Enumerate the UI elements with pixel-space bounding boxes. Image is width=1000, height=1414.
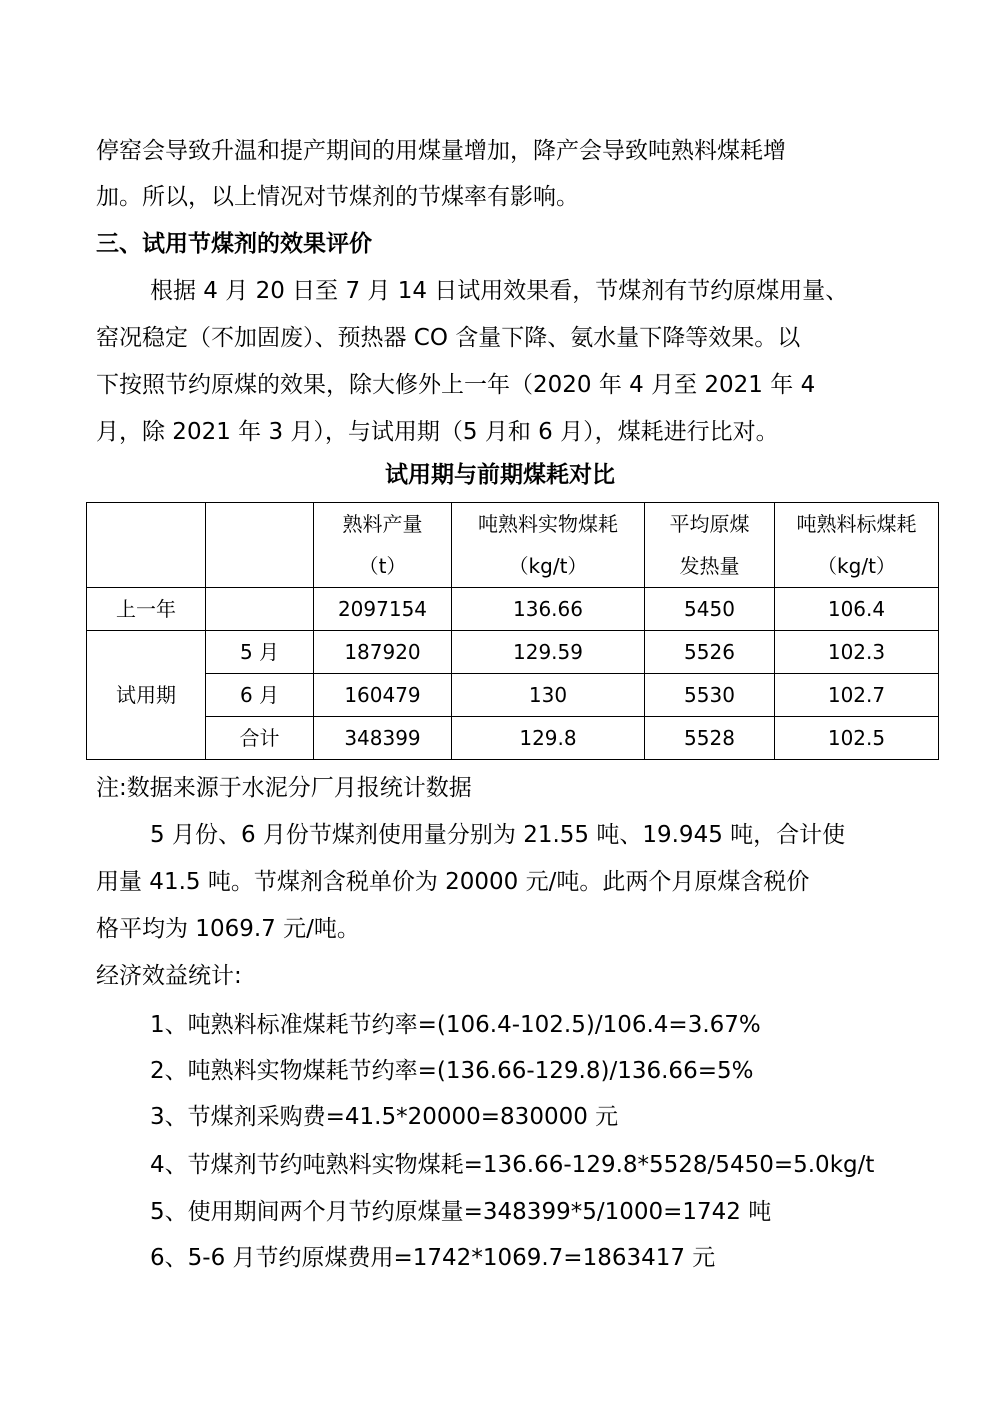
section-heading: 三、试用节煤剂的效果评价 — [96, 231, 372, 257]
standard-coal-cell: 102.5 — [775, 717, 939, 760]
standard-coal-cell: 106.4 — [775, 588, 939, 631]
standard-coal-cell: 102.3 — [775, 631, 939, 674]
header-empty-cell — [206, 503, 314, 588]
table-title: 试用期与前期煤耗对比 — [385, 462, 615, 488]
paragraph-line: 窑况稳定（不加固废）、预热器 CO 含量下降、氨水量下降等效果。以 — [96, 325, 801, 351]
paragraph-line: 根据 4 月 20 日至 7 月 14 日试用效果看，节煤剂有节约原煤用量、 — [150, 278, 849, 304]
benefit-heading: 经济效益统计: — [96, 963, 242, 989]
header-empty-cell — [87, 503, 206, 588]
list-item: 2、吨熟料实物煤耗节约率=(136.66-129.8)/136.66=5% — [150, 1058, 754, 1084]
paragraph-line: 停窑会导致升温和提产期间的用煤量增加，降产会导致吨熟料煤耗增 — [96, 138, 786, 164]
calorific-value-cell: 5530 — [645, 674, 775, 717]
header-text: 发热量 — [679, 554, 740, 578]
table-row — [87, 631, 939, 674]
header-physical-coal — [452, 503, 645, 588]
header-text: 熟料产量 — [342, 512, 423, 536]
list-item: 1、吨熟料标准煤耗节约率=(106.4-102.5)/106.4=3.67% — [150, 1012, 761, 1038]
header-unit: （kg/t） — [508, 554, 588, 578]
physical-coal-cell: 130 — [452, 674, 645, 717]
calorific-value-cell: 5450 — [645, 588, 775, 631]
table-row — [87, 674, 939, 717]
row-sub-label: 合计 — [206, 717, 314, 760]
table-header-row — [87, 503, 939, 588]
header-text: 吨熟料实物煤耗 — [478, 512, 618, 536]
clinker-output-cell: 160479 — [314, 674, 452, 717]
header-standard-coal — [775, 503, 939, 588]
physical-coal-cell: 129.8 — [452, 717, 645, 760]
header-unit: （t） — [358, 554, 407, 578]
source-note: 注:数据来源于水泥分厂月报统计数据 — [96, 775, 472, 801]
row-group-label: 上一年 — [87, 588, 206, 631]
paragraph-line: 下按照节约原煤的效果，除大修外上一年（2020 年 4 月至 2021 年 4 — [96, 372, 816, 398]
paragraph-line: 加。所以，以上情况对节煤剂的节煤率有影响。 — [96, 184, 579, 210]
physical-coal-cell: 136.66 — [452, 588, 645, 631]
list-item: 4、节煤剂节约吨熟料实物煤耗=136.66-129.8*5528/5450=5.0kg/t — [150, 1152, 875, 1178]
header-text: 平均原煤 — [669, 512, 750, 536]
header-text: 吨熟料标煤耗 — [796, 512, 917, 536]
row-group-label: 试用期 — [87, 631, 206, 760]
clinker-output-cell: 187920 — [314, 631, 452, 674]
list-item: 5、使用期间两个月节约原煤量=348399*5/1000=1742 吨 — [150, 1199, 772, 1225]
paragraph-line: 月，除 2021 年 3 月），与试用期（5 月和 6 月），煤耗进行比对。 — [96, 419, 779, 445]
standard-coal-cell: 102.7 — [775, 674, 939, 717]
row-sub-label: 6 月 — [206, 674, 314, 717]
paragraph-line: 格平均为 1069.7 元/吨。 — [96, 916, 360, 942]
row-sub-label — [206, 588, 314, 631]
clinker-output-cell: 2097154 — [314, 588, 452, 631]
header-clinker-output — [314, 503, 452, 588]
table-row — [87, 588, 939, 631]
row-sub-label: 5 月 — [206, 631, 314, 674]
paragraph-line: 用量 41.5 吨。节煤剂含税单价为 20000 元/吨。此两个月原煤含税价 — [96, 869, 810, 895]
list-item: 6、5-6 月节约原煤费用=1742*1069.7=1863417 元 — [150, 1245, 716, 1271]
calorific-value-cell: 5528 — [645, 717, 775, 760]
header-calorific-value — [645, 503, 775, 588]
calorific-value-cell: 5526 — [645, 631, 775, 674]
clinker-output-cell: 348399 — [314, 717, 452, 760]
physical-coal-cell: 129.59 — [452, 631, 645, 674]
list-item: 3、节煤剂采购费=41.5*20000=830000 元 — [150, 1104, 619, 1130]
coal-consumption-table — [86, 502, 939, 760]
header-unit: （kg/t） — [817, 554, 896, 578]
table-row — [87, 717, 939, 760]
paragraph-line: 5 月份、6 月份节煤剂使用量分别为 21.55 吨、19.945 吨，合计使 — [150, 822, 846, 848]
